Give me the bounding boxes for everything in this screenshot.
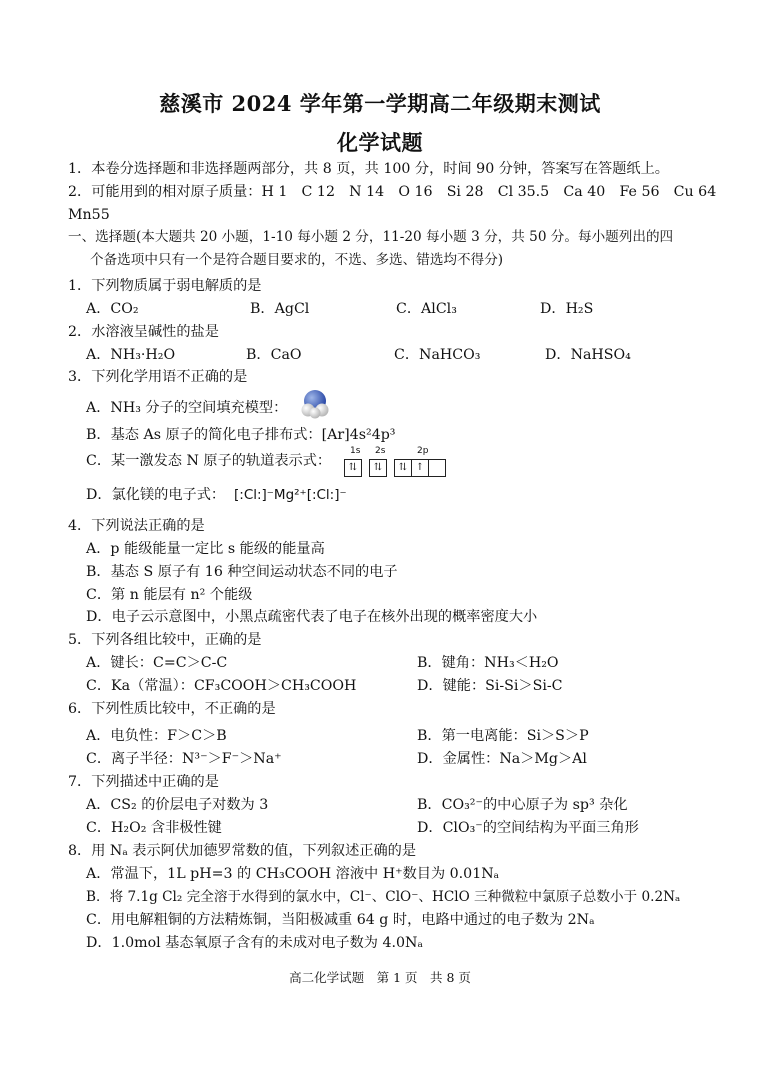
question-4-option-a: A．p 能级能量一定比 s 能级的能量高 xyxy=(86,541,325,557)
question-8-option-b: B．将 7.1g Cl₂ 完全溶于水得到的氯水中，Cl⁻、ClO⁻、HClO 三种微粒中氯原子总数小于 0.2Nₐ xyxy=(86,889,681,905)
orbital-box-2p-2: ↑ xyxy=(411,459,429,477)
question-5-option-d: D．键能：Si-Si＞Si-C xyxy=(417,678,563,694)
question-3-option-d-formula: [:Cl:]⁻Mg²⁺[:Cl:]⁻ xyxy=(234,487,347,503)
question-6-stem: 6．下列性质比较中，不正确的是 xyxy=(68,701,276,717)
question-5-stem: 5．下列各组比较中，正确的是 xyxy=(68,632,262,648)
orbital-label-2p: 2p xyxy=(417,446,429,456)
question-4-option-c: C．第 n 能层有 n² 个能级 xyxy=(86,587,253,603)
note-3: Mn55 xyxy=(68,207,110,223)
orbital-label-1s: 1s xyxy=(350,446,361,456)
nh3-space-filling-model-icon xyxy=(300,389,330,419)
question-3-stem: 3．下列化学用语不正确的是 xyxy=(68,369,248,385)
question-1-option-a: A．CO₂ xyxy=(86,301,139,317)
question-8-stem: 8．用 Nₐ 表示阿伏加德罗常数的值，下列叙述正确的是 xyxy=(68,843,417,859)
note-2: 2．可能用到的相对原子质量：H 1 C 12 N 14 O 16 Si 28 Cl 35.5 Ca 40 Fe 56 Cu 64 xyxy=(68,184,717,200)
question-2-option-c: C．NaHCO₃ xyxy=(394,347,481,363)
orbital-box-1s: ⇅ xyxy=(344,459,362,477)
question-5-option-b: B．键角：NH₃＜H₂O xyxy=(417,655,559,671)
page-footer: 高二化学试题 第 1 页 共 8 页 xyxy=(289,970,471,985)
question-8-option-a: A．常温下，1L pH=3 的 CH₃COOH 溶液中 H⁺数目为 0.01Nₐ xyxy=(86,866,500,882)
orbital-box-2p-3 xyxy=(428,459,446,477)
question-6-option-b: B．第一电离能：Si＞S＞P xyxy=(417,728,589,744)
question-4-stem: 4．下列说法正确的是 xyxy=(68,518,205,534)
question-7-option-d: D．ClO₃⁻的空间结构为平面三角形 xyxy=(417,820,639,836)
orbital-diagram xyxy=(345,457,446,477)
question-7-option-c: C．H₂O₂ 含非极性键 xyxy=(86,820,222,836)
question-8-option-d: D．1.0mol 基态氧原子含有的未成对电子数为 4.0Nₐ xyxy=(86,935,423,951)
orbital-label-2s: 2s xyxy=(375,446,386,456)
question-3-option-a: A．NH₃ 分子的空间填充模型： xyxy=(86,400,288,416)
question-5-option-c: C．Ka（常温）：CF₃COOH＞CH₃COOH xyxy=(86,678,357,694)
question-6-option-d: D．金属性：Na＞Mg＞Al xyxy=(417,751,587,767)
section-heading-line1: 一、选择题(本大题共 20 小题，1-10 每小题 2 分，11-20 每小题 3 分，共 50 分。每小题列出的四 xyxy=(68,229,674,245)
question-2-option-b: B．CaO xyxy=(246,347,302,363)
question-7-option-a: A．CS₂ 的价层电子对数为 3 xyxy=(86,797,269,813)
question-6-option-c: C．离子半径：N³⁻＞F⁻＞Na⁺ xyxy=(86,751,282,767)
question-1-stem: 1．下列物质属于弱电解质的是 xyxy=(68,278,262,294)
question-3-option-b: B．基态 As 原子的简化电子排布式：[Ar]4s²4p³ xyxy=(86,427,396,443)
question-7-stem: 7．下列描述中正确的是 xyxy=(68,774,219,790)
question-3-option-d-label: D．氯化镁的电子式： xyxy=(86,487,226,503)
question-1-option-c: C．AlCl₃ xyxy=(396,301,457,317)
orbital-box-2s: ⇅ xyxy=(369,459,387,477)
question-2-stem: 2．水溶液呈碱性的盐是 xyxy=(68,324,219,340)
question-4-option-d: D．电子云示意图中，小黑点疏密代表了电子在核外出现的概率密度大小 xyxy=(86,609,538,625)
question-7-option-b: B．CO₃²⁻的中心原子为 sp³ 杂化 xyxy=(417,797,628,813)
orbital-box-2p-1: ⇅ xyxy=(394,459,412,477)
question-8-option-c: C．用电解粗铜的方法精炼铜，当阳极减重 64 g 时，电路中通过的电子数为 2Nₐ xyxy=(86,912,595,928)
question-2-option-a: A．NH₃·H₂O xyxy=(86,347,176,363)
question-4-option-b: B．基态 S 原子有 16 种空间运动状态不同的电子 xyxy=(86,564,398,580)
note-1: 1．本卷分选择题和非选择题两部分，共 8 页，共 100 分，时间 90 分钟，答案写在答题纸上。 xyxy=(68,161,669,177)
page-title: 慈溪市 2024 学年第一学期高二年级期末测试 xyxy=(159,91,601,116)
page-subtitle: 化学试题 xyxy=(337,130,423,155)
question-1-option-b: B．AgCl xyxy=(250,301,310,317)
question-1-option-d: D．H₂S xyxy=(540,301,594,317)
question-6-option-a: A．电负性：F＞C＞B xyxy=(86,728,227,744)
question-5-option-a: A．键长：C=C＞C-C xyxy=(86,655,228,671)
question-3-option-c: C．某一激发态 N 原子的轨道表示式： xyxy=(86,453,332,469)
section-heading-line2: 个备选项中只有一个是符合题目要求的，不选、多选、错选均不得分) xyxy=(90,252,504,268)
question-2-option-d: D．NaHSO₄ xyxy=(545,347,631,363)
